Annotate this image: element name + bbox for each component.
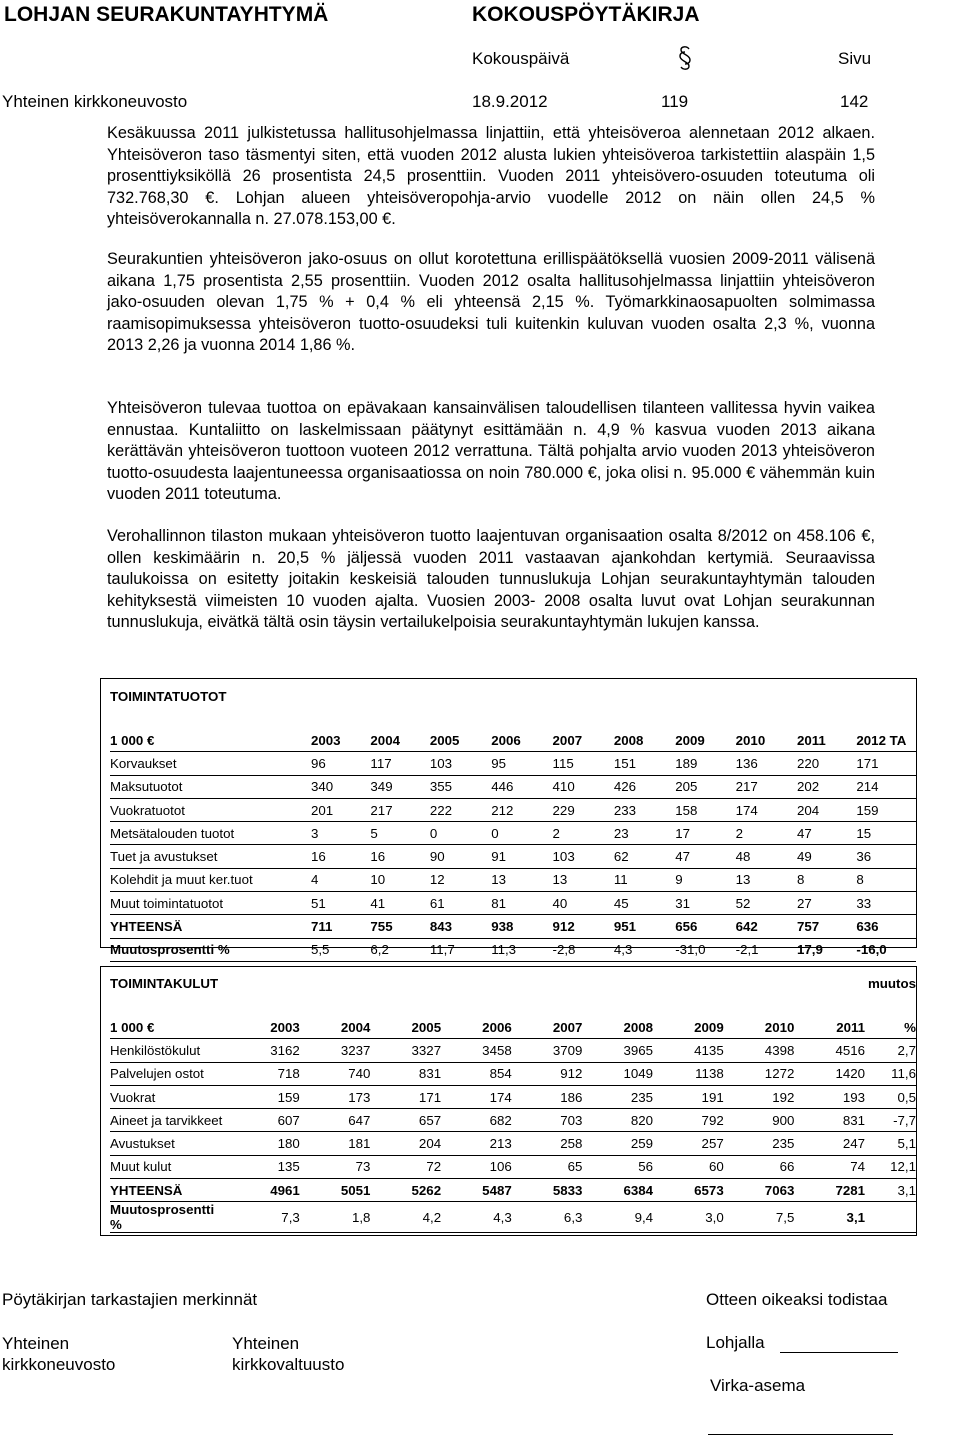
change-value: -2,1 <box>736 938 797 961</box>
change-value: 4,3 <box>614 938 675 961</box>
row-value: 9 <box>675 868 735 891</box>
row-value: 355 <box>430 775 491 798</box>
year-header: 2008 <box>582 1016 653 1039</box>
table-row <box>110 1085 916 1108</box>
row-value: 2 <box>553 822 614 845</box>
paragraph-3: Yhteisöveron tulevaa tuottoa on epävakaan kansainvälisen taloudellisen tilanteen vallitessa hyvin vaikea ennustaa. Kuntaliitto on laskelmissaan päätynyt esittämään n. 4,9 % kasvua vuoden 2013 aikana kerättävän yhteisöveron tuottoon vuoteen 2012 verrattuna. Tältä pohjalta arvio vuoden 2013 yhteisöveron tuotto-osuudesta laajentuneessa organisaatiossa on noin 780.000 €, joka olisi n. 95.000 € vähemmän kuin vuoden 2011 toteutuma. <box>107 399 875 503</box>
change-value: 5,5 <box>311 938 370 961</box>
row-value: 912 <box>512 1062 583 1085</box>
row-value: 173 <box>300 1085 371 1108</box>
row-value: 72 <box>370 1155 441 1178</box>
row-value: 47 <box>797 822 856 845</box>
row-value: 96 <box>311 752 370 775</box>
row-value: 103 <box>553 845 614 868</box>
row-value: 820 <box>582 1109 653 1132</box>
row-value: 41 <box>370 892 429 915</box>
row-value: 1049 <box>582 1062 653 1085</box>
row-value: 103 <box>430 752 491 775</box>
row-value: 340 <box>311 775 370 798</box>
row-value: 201 <box>311 798 370 821</box>
change-value: -2,8 <box>553 938 614 961</box>
total-value: 642 <box>736 915 797 938</box>
signature-line <box>708 1434 893 1435</box>
row-value: 831 <box>370 1062 441 1085</box>
row-value: 31 <box>675 892 735 915</box>
paragraph-1: Kesäkuussa 2011 julkistetussa hallitusohjelmassa linjattiin, että yhteisöveroa alennetaan 2012 alkaen. Yhteisöveron taso täsmentyi siten, että vuoden 2012 alusta lukien yhteisöveroa tarkistettiin alaspäin 1,5 prosenttiyksiköllä 26 prosentista 24,5 prosenttiin. Vuoden 2011 yhteisövero-osuuden toteutuma oli 732.768,30 €. Lohjan alueen yhteisöveropohja-arvio vuodelle 2012 on näin ollen 24,5 % yhteisöverokannalla n. 27.078.153,00 €. <box>107 124 875 228</box>
total-row <box>110 915 916 938</box>
row-value: 2 <box>736 822 797 845</box>
year-header: 2004 <box>300 1016 371 1039</box>
reviewers-notes-heading: Pöytäkirjan tarkastajien merkinnät <box>2 1290 258 1309</box>
row-value: 95 <box>491 752 552 775</box>
total-value: 5487 <box>441 1179 512 1202</box>
row-value: 174 <box>736 798 797 821</box>
row-value: 854 <box>441 1062 512 1085</box>
change-value: 3,1 <box>794 1202 865 1233</box>
row-value: 61 <box>430 892 491 915</box>
row-value: 27 <box>797 892 856 915</box>
row-value: 10 <box>370 868 429 891</box>
total-label: YHTEENSÄ <box>110 1179 229 1202</box>
revenue-table <box>110 689 916 962</box>
row-value: 0 <box>491 822 552 845</box>
year-header: 2011 <box>794 1016 865 1039</box>
row-label: Muut toimintatuotot <box>110 892 311 915</box>
row-value: 235 <box>724 1132 795 1155</box>
row-value: 189 <box>675 752 735 775</box>
row-value: 205 <box>675 775 735 798</box>
change-value <box>865 1202 916 1233</box>
expenses-table-box <box>100 966 917 1236</box>
total-value: 912 <box>553 915 614 938</box>
table-header-row <box>110 1016 916 1039</box>
row-label: Kolehdit ja muut ker.tuot <box>110 868 311 891</box>
row-value: 682 <box>441 1109 512 1132</box>
row-value: 5 <box>370 822 429 845</box>
change-column-header: muutos <box>867 976 916 991</box>
year-header: 2006 <box>441 1016 512 1039</box>
total-value: 4961 <box>229 1179 300 1202</box>
row-value: 3327 <box>370 1039 441 1062</box>
row-value: 1272 <box>724 1062 795 1085</box>
row-value: 258 <box>512 1132 583 1155</box>
table-row <box>110 798 916 821</box>
row-value: 115 <box>553 752 614 775</box>
row-value: 74 <box>794 1155 865 1178</box>
row-value: 52 <box>736 892 797 915</box>
row-value: 257 <box>653 1132 724 1155</box>
row-label: Tuet ja avustukset <box>110 845 311 868</box>
row-value: 56 <box>582 1155 653 1178</box>
row-value: 13 <box>553 868 614 891</box>
row-value: 202 <box>797 775 856 798</box>
year-header: 2010 <box>724 1016 795 1039</box>
total-value: 5051 <box>300 1179 371 1202</box>
row-value: -7,7 <box>865 1109 916 1132</box>
year-header: 2011 <box>797 729 856 752</box>
row-value: 1420 <box>794 1062 865 1085</box>
year-header: 2009 <box>653 1016 724 1039</box>
row-value: 718 <box>229 1062 300 1085</box>
row-value: 3 <box>311 822 370 845</box>
row-value: 158 <box>675 798 735 821</box>
row-value: 3965 <box>582 1039 653 1062</box>
row-value: 740 <box>300 1062 371 1085</box>
change-value: 4,2 <box>370 1202 441 1233</box>
row-label: Korvaukset <box>110 752 311 775</box>
row-value: 51 <box>311 892 370 915</box>
row-value: 47 <box>675 845 735 868</box>
page-number: 142 <box>840 92 869 111</box>
row-value: 159 <box>856 798 916 821</box>
row-value: 3237 <box>300 1039 371 1062</box>
row-value: 33 <box>856 892 916 915</box>
row-value: 233 <box>614 798 675 821</box>
signer-church-assembly: Yhteinen kirkkovaltuusto <box>232 1334 345 1374</box>
total-value: 938 <box>491 915 552 938</box>
row-value: 1138 <box>653 1062 724 1085</box>
row-value: 90 <box>430 845 491 868</box>
position-label: Virka-asema <box>710 1376 806 1395</box>
row-value: 186 <box>512 1085 583 1108</box>
row-value: 171 <box>370 1085 441 1108</box>
row-label: Aineet ja tarvikkeet <box>110 1109 229 1132</box>
table-row <box>110 1062 916 1085</box>
table-row <box>110 1155 916 1178</box>
certification-heading: Otteen oikeaksi todistaa <box>706 1290 888 1309</box>
row-value: 4516 <box>794 1039 865 1062</box>
change-value: 7,5 <box>724 1202 795 1233</box>
row-value: 45 <box>614 892 675 915</box>
row-value: 135 <box>229 1155 300 1178</box>
change-percent-row <box>110 1202 916 1233</box>
row-value: 192 <box>724 1085 795 1108</box>
section-sign-icon <box>678 46 692 70</box>
row-value: 193 <box>794 1085 865 1108</box>
total-value: 951 <box>614 915 675 938</box>
row-value: 81 <box>491 892 552 915</box>
year-header: 2010 <box>736 729 797 752</box>
table-row <box>110 775 916 798</box>
row-value: 703 <box>512 1109 583 1132</box>
row-value: 13 <box>736 868 797 891</box>
change-label: Muutosprosentti % <box>110 938 311 961</box>
change-value: 7,3 <box>229 1202 300 1233</box>
row-value: 16 <box>311 845 370 868</box>
row-value: 49 <box>797 845 856 868</box>
revenue-table-box <box>100 678 917 958</box>
table-row <box>110 1039 916 1062</box>
table-title-row <box>110 976 916 1016</box>
row-value: 446 <box>491 775 552 798</box>
change-value: 11,7 <box>430 938 491 961</box>
year-header: 2004 <box>370 729 429 752</box>
signer-church-council: Yhteinen kirkkoneuvosto <box>2 1334 116 1374</box>
row-value: 15 <box>856 822 916 845</box>
total-value: 636 <box>856 915 916 938</box>
row-value: 831 <box>794 1109 865 1132</box>
row-value: 23 <box>614 822 675 845</box>
total-value: 711 <box>311 915 370 938</box>
row-value: 8 <box>856 868 916 891</box>
body-name: Yhteinen kirkkoneuvosto <box>2 92 188 111</box>
row-value: 410 <box>553 775 614 798</box>
year-header: 2008 <box>614 729 675 752</box>
row-value: 13 <box>491 868 552 891</box>
total-value: 757 <box>797 915 856 938</box>
section-number: 119 <box>661 92 689 111</box>
row-value: 11,6 <box>865 1062 916 1085</box>
table-row <box>110 845 916 868</box>
row-value: 217 <box>736 775 797 798</box>
table-row <box>110 752 916 775</box>
change-percent-row <box>110 938 916 961</box>
row-value: 3709 <box>512 1039 583 1062</box>
total-value: 7063 <box>724 1179 795 1202</box>
total-value: 843 <box>430 915 491 938</box>
row-value: 106 <box>441 1155 512 1178</box>
row-value: 117 <box>370 752 429 775</box>
row-value: 212 <box>491 798 552 821</box>
row-value: 12 <box>430 868 491 891</box>
change-value: -16,0 <box>856 938 916 961</box>
expenses-table <box>110 976 916 1233</box>
row-value: 40 <box>553 892 614 915</box>
row-value: 259 <box>582 1132 653 1155</box>
row-value: 222 <box>430 798 491 821</box>
total-value: 7281 <box>794 1179 865 1202</box>
row-label: Vuokratuotot <box>110 798 311 821</box>
unit-header: 1 000 € <box>110 1016 229 1039</box>
row-value: 220 <box>797 752 856 775</box>
row-value: 235 <box>582 1085 653 1108</box>
change-value: 4,3 <box>441 1202 512 1233</box>
row-value: 8 <box>797 868 856 891</box>
meeting-date-label: Kokouspäivä <box>472 49 570 68</box>
row-label: Palvelujen ostot <box>110 1062 229 1085</box>
paragraph-4: Verohallinnon tilaston mukaan yhteisöveron tuotto laajentuvan organisaation osalta 8/2012 on 458.106 €, ollen keskimäärin n. 20,5 % jäljessä vuoden 2011 vastaavan ajankohdan kertymiä. Seuraavissa taulukoissa on esitetty joitakin keskeisiä talouden tunnuslukuja Lohjan seurakuntayhtymän talouden kehityksestä viimeisten 10 vuoden ajalta. Vuosien 2003- 2008 osalta luvut ovat Lohjan seurakunnan tunnuslukuja, eivätkä tältä osin täysin vertailukelpoisia seurakuntayhtymän lukujen kanssa. <box>107 527 875 631</box>
row-value: 191 <box>653 1085 724 1108</box>
row-value: 3458 <box>441 1039 512 1062</box>
change-value: 3,0 <box>653 1202 724 1233</box>
row-value: 136 <box>736 752 797 775</box>
change-value: 17,9 <box>797 938 856 961</box>
row-value: 217 <box>370 798 429 821</box>
row-value: 4398 <box>724 1039 795 1062</box>
row-value: 48 <box>736 845 797 868</box>
year-header: 2005 <box>430 729 491 752</box>
row-value: 900 <box>724 1109 795 1132</box>
row-label: Maksutuotot <box>110 775 311 798</box>
row-value: 62 <box>614 845 675 868</box>
change-value: 6,2 <box>370 938 429 961</box>
row-value: 36 <box>856 845 916 868</box>
change-value: 11,3 <box>491 938 552 961</box>
total-value: 6384 <box>582 1179 653 1202</box>
year-header: 2005 <box>370 1016 441 1039</box>
year-header: % <box>865 1016 916 1039</box>
row-value: 349 <box>370 775 429 798</box>
table-title: TOIMINTAKULUT <box>110 976 219 991</box>
table-row <box>110 892 916 915</box>
table-row <box>110 868 916 891</box>
total-value: 656 <box>675 915 735 938</box>
row-value: 214 <box>856 775 916 798</box>
table-row <box>110 1109 916 1132</box>
year-header: 2003 <box>229 1016 300 1039</box>
table-title-row <box>110 689 916 729</box>
row-value: 247 <box>794 1132 865 1155</box>
row-value: 204 <box>370 1132 441 1155</box>
row-label: Muut kulut <box>110 1155 229 1178</box>
total-row <box>110 1179 916 1202</box>
row-value: 181 <box>300 1132 371 1155</box>
organization-name: LOHJAN SEURAKUNTAYHTYMÄ <box>4 3 329 26</box>
row-value: 5,1 <box>865 1132 916 1155</box>
change-value: 6,3 <box>512 1202 583 1233</box>
total-value: 5262 <box>370 1179 441 1202</box>
row-value: 607 <box>229 1109 300 1132</box>
place-label: Lohjalla <box>706 1333 765 1352</box>
row-value: 213 <box>441 1132 512 1155</box>
unit-header: 1 000 € <box>110 729 311 752</box>
total-label: YHTEENSÄ <box>110 915 311 938</box>
total-value: 6573 <box>653 1179 724 1202</box>
total-value: 3,1 <box>865 1179 916 1202</box>
row-value: 4 <box>311 868 370 891</box>
change-value: 9,4 <box>582 1202 653 1233</box>
row-label: Vuokrat <box>110 1085 229 1108</box>
row-value: 66 <box>724 1155 795 1178</box>
row-value: 0,5 <box>865 1085 916 1108</box>
year-header: 2012 TA <box>856 729 916 752</box>
document-type: KOKOUSPÖYTÄKIRJA <box>472 3 700 26</box>
row-value: 60 <box>653 1155 724 1178</box>
row-value: 229 <box>553 798 614 821</box>
row-value: 3162 <box>229 1039 300 1062</box>
row-value: 11 <box>614 868 675 891</box>
year-header: 2007 <box>512 1016 583 1039</box>
table-row <box>110 822 916 845</box>
row-value: 204 <box>797 798 856 821</box>
row-label: Metsätalouden tuotot <box>110 822 311 845</box>
row-value: 647 <box>300 1109 371 1132</box>
table-row <box>110 1132 916 1155</box>
row-value: 73 <box>300 1155 371 1178</box>
row-value: 171 <box>856 752 916 775</box>
year-header: 2006 <box>491 729 552 752</box>
row-value: 657 <box>370 1109 441 1132</box>
row-value: 174 <box>441 1085 512 1108</box>
place-signature-line <box>780 1352 898 1353</box>
row-label: Avustukset <box>110 1132 229 1155</box>
row-value: 792 <box>653 1109 724 1132</box>
table-title: TOIMINTATUOTOT <box>110 689 227 704</box>
row-value: 12,1 <box>865 1155 916 1178</box>
row-value: 151 <box>614 752 675 775</box>
year-header: 2007 <box>553 729 614 752</box>
row-value: 17 <box>675 822 735 845</box>
table-header-row <box>110 729 916 752</box>
change-value: 1,8 <box>300 1202 371 1233</box>
page-label: Sivu <box>838 49 872 68</box>
row-value: 16 <box>370 845 429 868</box>
row-label: Henkilöstökulut <box>110 1039 229 1062</box>
row-value: 180 <box>229 1132 300 1155</box>
total-value: 5833 <box>512 1179 583 1202</box>
change-label: Muutosprosentti % <box>110 1202 229 1233</box>
paragraph-2: Seurakuntien yhteisöveron jako-osuus on ollut korotettuna erillispäätöksellä vuosien 2009-2011 välisenä aikana 1,75 prosentista 2,55 prosenttiin. Vuoden 2012 osalta hallitusohjelmassa linjattiin yhteisöveron jako-osuuden olevan 1,75 % + 0,4 % eli yhteensä 2,15 %. Työmarkkinaosapuolten solmimassa raamisopimuksessa yhteisöveron tuotto-osuudeksi tuli kuitenkin kuluvan vuoden osalta 2,3 %, vuonna 2013 2,26 ja vuonna 2014 1,86 %. <box>107 250 875 354</box>
year-header: 2003 <box>311 729 370 752</box>
row-value: 4135 <box>653 1039 724 1062</box>
row-value: 426 <box>614 775 675 798</box>
change-value: -31,0 <box>675 938 735 961</box>
row-value: 91 <box>491 845 552 868</box>
row-value: 0 <box>430 822 491 845</box>
total-value: 755 <box>370 915 429 938</box>
row-value: 2,7 <box>865 1039 916 1062</box>
meeting-date: 18.9.2012 <box>472 92 548 111</box>
row-value: 65 <box>512 1155 583 1178</box>
row-value: 159 <box>229 1085 300 1108</box>
year-header: 2009 <box>675 729 735 752</box>
